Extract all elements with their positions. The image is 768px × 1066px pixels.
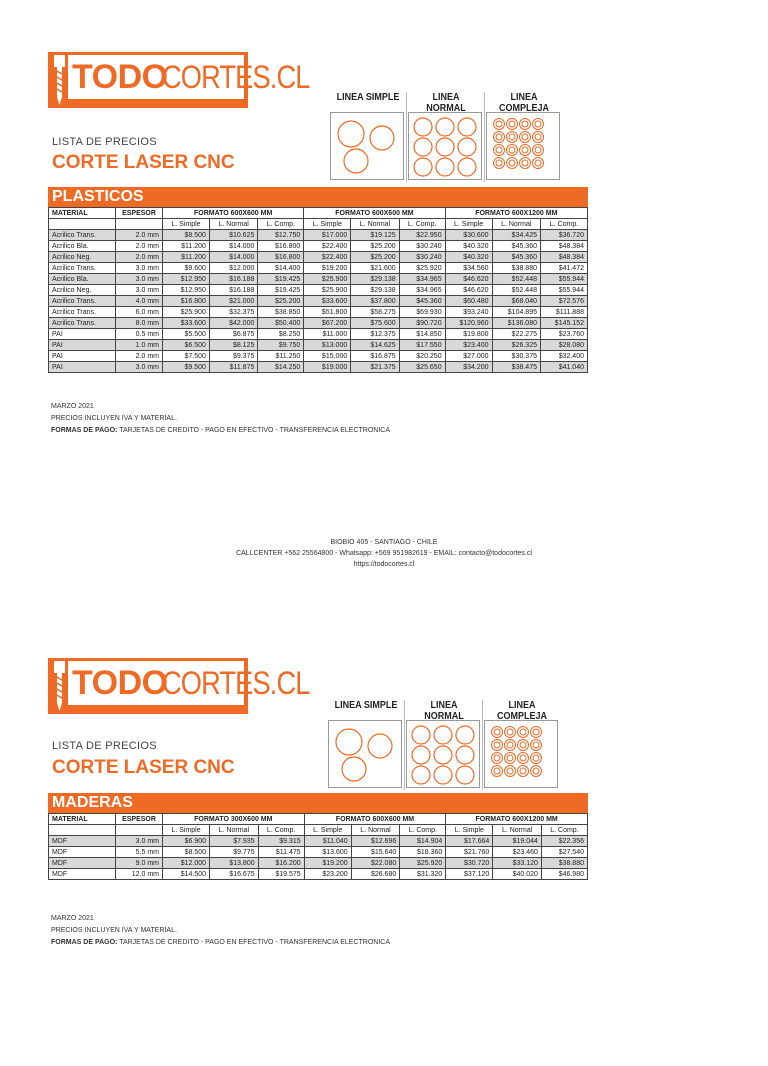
thickness-cell: 6.0 mm <box>116 307 163 318</box>
price-cell: $11.200 <box>163 241 210 252</box>
price-cell: $9.600 <box>163 263 210 274</box>
page-title: CORTE LASER CNC <box>52 757 235 778</box>
material-cell: Acrilico Trans. <box>49 307 116 318</box>
table-row <box>49 285 588 296</box>
price-cell: $5.500 <box>163 329 210 340</box>
material-cell: PAI <box>49 340 116 351</box>
line-samples <box>330 92 562 182</box>
price-cell: $19.575 <box>258 869 304 880</box>
material-cell: PAI <box>49 362 116 373</box>
thickness-cell: 2.0 mm <box>116 241 163 252</box>
material-cell: MDF <box>49 847 116 858</box>
table-row <box>49 274 588 285</box>
price-cell: $46.620 <box>445 285 492 296</box>
notes-date: MARZO 2021 <box>51 915 94 922</box>
table-row <box>49 362 588 373</box>
price-cell: $16.800 <box>258 252 304 263</box>
thickness-cell: 0.5 mm <box>116 329 163 340</box>
price-cell: $17.550 <box>399 340 445 351</box>
sample-normal-label: LINEA NORMAL <box>426 92 466 114</box>
col-espesor: ESPESOR <box>116 814 163 825</box>
col-material: MATERIAL <box>49 208 116 219</box>
thickness-cell: 3.0 mm <box>116 362 163 373</box>
price-cell: $38.850 <box>258 307 304 318</box>
subheader-cell: L. Comp. <box>258 825 304 836</box>
table-row <box>49 252 588 263</box>
material-cell: Acrilico Bla. <box>49 241 116 252</box>
complex-circles-image <box>484 720 558 788</box>
price-cell: $23.400 <box>445 340 492 351</box>
price-cell: $8.125 <box>209 340 257 351</box>
subheader-cell: L. Simple <box>163 825 210 836</box>
payment-label: FORMAS DE PAGO: <box>51 427 118 434</box>
material-cell: Acrilico Trans. <box>49 318 116 329</box>
price-cell: $52.448 <box>492 274 540 285</box>
thickness-cell: 5.5 mm <box>116 847 163 858</box>
price-cell: $30.240 <box>399 241 445 252</box>
price-cell: $12.000 <box>163 858 210 869</box>
table-row <box>49 296 588 307</box>
price-cell: $19.000 <box>304 362 351 373</box>
thickness-cell: 1.0 mm <box>116 340 163 351</box>
price-cell: $67.200 <box>304 318 351 329</box>
price-cell: $15.000 <box>304 351 351 362</box>
sample-normal <box>406 700 482 790</box>
price-cell: $38.880 <box>541 858 587 869</box>
thickness-cell: 4.0 mm <box>116 296 163 307</box>
table-row <box>49 329 588 340</box>
price-cell: $38.475 <box>492 362 540 373</box>
price-cell: $25.200 <box>351 252 399 263</box>
table-row <box>49 241 588 252</box>
price-cell: $52.448 <box>492 285 540 296</box>
plasticos-price-table <box>48 207 588 373</box>
payment-methods: TARJETAS DE CREDITO - PAGO EN EFECTIVO - TRANSFERENCIA ELECTRONICA <box>117 427 391 434</box>
subheader-cell: L. Simple <box>445 219 492 230</box>
sample-compleja-label: LINEA COMPLEJA <box>498 92 550 114</box>
material-cell: Acrilico Trans. <box>49 263 116 274</box>
price-cell: $16.800 <box>258 241 304 252</box>
material-cell: Acrilico Bla. <box>49 274 116 285</box>
price-cell: $8.500 <box>163 230 210 241</box>
price-cell: $19.200 <box>304 858 351 869</box>
thickness-cell: 3.0 mm <box>116 285 163 296</box>
price-cell: $19.044 <box>493 836 542 847</box>
price-cell: $45.360 <box>492 241 540 252</box>
thickness-cell: 12.0 mm <box>116 869 163 880</box>
price-cell: $8.250 <box>258 329 304 340</box>
price-cell: $34.560 <box>445 263 492 274</box>
price-cell: $45.360 <box>399 296 445 307</box>
price-cell: $93.240 <box>445 307 492 318</box>
price-cell: $28.080 <box>540 340 587 351</box>
col-format-2: FORMATO 600X600 MM <box>304 814 446 825</box>
price-cell: $7.500 <box>163 351 210 362</box>
price-cell: $10.625 <box>209 230 257 241</box>
table-row <box>49 307 588 318</box>
price-cell: $21.760 <box>446 847 493 858</box>
price-cell: $14.250 <box>258 362 304 373</box>
table-row <box>49 263 588 274</box>
contact-phones: CALLCENTER +562 25564800 - Whatsapp: +569 951982619 - EMAIL: contacto@todocortes.cl <box>236 550 532 557</box>
price-cell: $16.675 <box>210 869 259 880</box>
price-cell: $34.425 <box>492 230 540 241</box>
plasticos-sheet <box>0 0 768 460</box>
price-cell: $30.375 <box>492 351 540 362</box>
price-cell: $17.000 <box>304 230 351 241</box>
price-cell: $6.875 <box>209 329 257 340</box>
price-cell: $22.400 <box>304 252 351 263</box>
price-cell: $25.900 <box>163 307 210 318</box>
price-cell: $12.375 <box>351 329 399 340</box>
price-cell: $12.696 <box>351 836 400 847</box>
line-samples <box>328 700 560 790</box>
material-cell: Acrilico Trans. <box>49 296 116 307</box>
price-cell: $11.475 <box>258 847 304 858</box>
price-cell: $11.200 <box>163 252 210 263</box>
price-cell: $48.384 <box>540 241 587 252</box>
price-cell: $12.000 <box>209 263 257 274</box>
price-cell: $34.965 <box>399 285 445 296</box>
price-cell: $40.020 <box>493 869 542 880</box>
price-cell: $9.500 <box>163 362 210 373</box>
price-cell: $27.000 <box>445 351 492 362</box>
material-cell: MDF <box>49 836 116 847</box>
price-cell: $27.540 <box>541 847 587 858</box>
sample-simple-label: LINEA SIMPLE <box>336 92 400 103</box>
price-cell: $29.138 <box>351 285 399 296</box>
simple-circles-image <box>328 720 402 788</box>
logo-cortes-text: CORTES.CL <box>162 665 310 701</box>
price-cell: $22.275 <box>492 329 540 340</box>
price-cell: $38.880 <box>492 263 540 274</box>
sample-compleja-label: LINEA COMPLEJA <box>496 700 548 722</box>
col-format-1: FORMATO 600X600 MM <box>163 208 304 219</box>
price-cell: $32.375 <box>209 307 257 318</box>
col-format-3: FORMATO 600X1200 MM <box>445 208 587 219</box>
subheader-cell: L. Simple <box>446 825 493 836</box>
subheader-cell: L. Simple <box>304 825 351 836</box>
price-cell: $34.200 <box>445 362 492 373</box>
page-title: CORTE LASER CNC <box>52 152 235 173</box>
price-cell: $46.620 <box>445 274 492 285</box>
price-cell: $136.080 <box>492 318 540 329</box>
price-cell: $19.800 <box>445 329 492 340</box>
price-cell: $51.800 <box>304 307 351 318</box>
price-cell: $25.920 <box>400 858 446 869</box>
price-cell: $26.680 <box>351 869 400 880</box>
price-cell: $19.425 <box>258 274 304 285</box>
logo-cortes-text: CORTES.CL <box>162 59 310 95</box>
price-cell: $75.600 <box>351 318 399 329</box>
table-row <box>49 230 588 241</box>
laser-drill-icon <box>52 661 67 711</box>
price-cell: $16.188 <box>209 274 257 285</box>
material-cell: Acrilico Trans. <box>49 230 116 241</box>
material-cell: Acrilico Neg. <box>49 285 116 296</box>
sample-compleja <box>486 92 562 182</box>
subheader-cell: L. Comp. <box>540 219 587 230</box>
price-cell: $22.400 <box>304 241 351 252</box>
subheader-cell: L. Comp. <box>399 219 445 230</box>
complex-circles-image <box>486 112 560 180</box>
col-material: MATERIAL <box>49 814 116 825</box>
sample-simple <box>328 700 404 790</box>
price-cell: $9.775 <box>210 847 259 858</box>
price-cell: $18.360 <box>400 847 446 858</box>
price-cell: $11.000 <box>304 329 351 340</box>
price-cell: $25.920 <box>399 263 445 274</box>
contact-block <box>0 537 768 570</box>
price-cell: $33.120 <box>493 858 542 869</box>
material-cell: MDF <box>49 869 116 880</box>
material-cell: MDF <box>49 858 116 869</box>
material-cell: PAI <box>49 351 116 362</box>
price-cell: $14.904 <box>400 836 446 847</box>
section-header-plasticos: PLASTICOS <box>48 187 588 207</box>
price-cell: $21.600 <box>351 263 399 274</box>
subheader-cell: L. Normal <box>210 825 259 836</box>
price-cell: $25.900 <box>304 274 351 285</box>
price-cell: $50.400 <box>258 318 304 329</box>
table-row <box>49 869 588 880</box>
price-cell: $13.800 <box>210 858 259 869</box>
price-cell: $111.888 <box>540 307 587 318</box>
price-cell: $19.200 <box>304 263 351 274</box>
price-cell: $25.200 <box>351 241 399 252</box>
table-row <box>49 351 588 362</box>
contact-address: BIOBIO 405 - SANTIAGO - CHILE <box>330 539 438 546</box>
price-cell: $33.600 <box>304 296 351 307</box>
payment-label: FORMAS DE PAGO: <box>51 939 118 946</box>
price-cell: $13.000 <box>304 340 351 351</box>
price-cell: $41.040 <box>540 362 587 373</box>
price-cell: $14.625 <box>351 340 399 351</box>
contact-web-link[interactable]: https://todocortes.cl <box>353 561 415 568</box>
normal-circles-image <box>406 720 480 788</box>
subheader-cell: L. Simple <box>163 219 210 230</box>
maderas-notes <box>51 913 390 949</box>
price-cell: $14.850 <box>399 329 445 340</box>
price-cell: $22.356 <box>541 836 587 847</box>
price-cell: $9.750 <box>258 340 304 351</box>
price-cell: $69.930 <box>399 307 445 318</box>
price-cell: $72.576 <box>540 296 587 307</box>
thickness-cell: 3.0 mm <box>116 274 163 285</box>
thickness-cell: 2.0 mm <box>116 230 163 241</box>
price-cell: $11.875 <box>209 362 257 373</box>
price-cell: $15.640 <box>351 847 400 858</box>
price-cell: $26.325 <box>492 340 540 351</box>
plasticos-notes <box>51 401 390 437</box>
price-cell: $36.720 <box>540 230 587 241</box>
price-cell: $45.360 <box>492 252 540 263</box>
price-cell: $46.980 <box>541 869 587 880</box>
price-cell: $16.188 <box>209 285 257 296</box>
price-cell: $16.800 <box>163 296 210 307</box>
thickness-cell: 9.0 mm <box>116 858 163 869</box>
subheader-cell: L. Comp. <box>400 825 446 836</box>
price-cell: $25.200 <box>258 296 304 307</box>
price-cell: $33.600 <box>163 318 210 329</box>
price-cell: $16.875 <box>351 351 399 362</box>
logo-todo-text: TODO <box>72 664 168 702</box>
subheader-cell: L. Normal <box>493 825 542 836</box>
thickness-cell: 8.0 mm <box>116 318 163 329</box>
price-cell: $90.720 <box>399 318 445 329</box>
price-cell: $19.425 <box>258 285 304 296</box>
table-row <box>49 340 588 351</box>
brand-logo <box>48 658 310 714</box>
price-cell: $8.500 <box>163 847 210 858</box>
col-format-3: FORMATO 600X1200 MM <box>446 814 588 825</box>
price-cell: $22.950 <box>399 230 445 241</box>
laser-drill-icon <box>52 55 67 105</box>
price-cell: $14.000 <box>209 241 257 252</box>
thickness-cell: 2.0 mm <box>116 252 163 263</box>
subheader-cell: L. Normal <box>492 219 540 230</box>
material-cell: PAI <box>49 329 116 340</box>
price-cell: $22.080 <box>351 858 400 869</box>
price-cell: $37.120 <box>446 869 493 880</box>
col-format-1: FORMATO 300X600 MM <box>163 814 305 825</box>
subheader-row <box>49 219 588 230</box>
section-header-maderas: MADERAS <box>48 793 588 813</box>
price-cell: $104.895 <box>492 307 540 318</box>
price-list-label: LISTA DE PRECIOS <box>52 740 157 752</box>
brand-logo <box>48 52 310 108</box>
price-cell: $37.800 <box>351 296 399 307</box>
thickness-cell: 3.0 mm <box>116 836 163 847</box>
table-row <box>49 836 588 847</box>
price-cell: $25.650 <box>399 362 445 373</box>
material-cell: Acrilico Neg. <box>49 252 116 263</box>
logo-todo-text: TODO <box>72 58 168 96</box>
price-cell: $32.400 <box>540 351 587 362</box>
price-cell: $7.935 <box>210 836 259 847</box>
subheader-cell: L. Simple <box>304 219 351 230</box>
price-cell: $9.375 <box>209 351 257 362</box>
price-cell: $34.965 <box>399 274 445 285</box>
subheader-cell: L. Comp. <box>541 825 587 836</box>
maderas-price-table <box>48 813 588 880</box>
sample-simple-label: LINEA SIMPLE <box>334 700 398 711</box>
sample-compleja <box>484 700 560 790</box>
maderas-sheet <box>0 606 768 1066</box>
simple-circles-image <box>330 112 404 180</box>
price-cell: $6.900 <box>163 836 210 847</box>
subheader-cell: L. Normal <box>351 219 399 230</box>
table-row <box>49 318 588 329</box>
notes-includes: PRECIOS INCLUYEN IVA Y MATERIAL. <box>51 415 177 422</box>
normal-circles-image <box>408 112 482 180</box>
subheader-row <box>49 825 588 836</box>
price-cell: $12.950 <box>163 285 210 296</box>
sample-normal <box>408 92 484 182</box>
price-cell: $60.480 <box>445 296 492 307</box>
subheader-cell: L. Normal <box>209 219 257 230</box>
thickness-cell: 3.0 mm <box>116 263 163 274</box>
price-cell: $58.275 <box>351 307 399 318</box>
subheader-cell: L. Normal <box>351 825 400 836</box>
sample-simple <box>330 92 406 182</box>
price-cell: $25.900 <box>304 285 351 296</box>
payment-methods: TARJETAS DE CREDITO - PAGO EN EFECTIVO - TRANSFERENCIA ELECTRONICA <box>117 939 391 946</box>
subheader-cell: L. Comp. <box>258 219 304 230</box>
table-row <box>49 847 588 858</box>
price-cell: $40.320 <box>445 241 492 252</box>
col-format-2: FORMATO 600X600 MM <box>304 208 445 219</box>
notes-payment <box>51 937 390 949</box>
price-cell: $30.720 <box>446 858 493 869</box>
price-cell: $16.200 <box>258 858 304 869</box>
price-cell: $12.950 <box>163 274 210 285</box>
price-cell: $145.152 <box>540 318 587 329</box>
price-cell: $23.460 <box>493 847 542 858</box>
price-cell: $48.384 <box>540 252 587 263</box>
price-cell: $11.250 <box>258 351 304 362</box>
price-cell: $6.500 <box>163 340 210 351</box>
price-cell: $21.375 <box>351 362 399 373</box>
price-cell: $23.200 <box>304 869 351 880</box>
price-cell: $19.125 <box>351 230 399 241</box>
col-espesor: ESPESOR <box>116 208 163 219</box>
price-cell: $30.240 <box>399 252 445 263</box>
price-cell: $31.320 <box>400 869 446 880</box>
price-cell: $14.000 <box>209 252 257 263</box>
price-cell: $23.760 <box>540 329 587 340</box>
price-cell: $42.000 <box>209 318 257 329</box>
price-cell: $14.400 <box>258 263 304 274</box>
table-row <box>49 858 588 869</box>
price-cell: $29.138 <box>351 274 399 285</box>
price-cell: $21.000 <box>209 296 257 307</box>
thickness-cell: 2.0 mm <box>116 351 163 362</box>
notes-date: MARZO 2021 <box>51 403 94 410</box>
price-cell: $12.750 <box>258 230 304 241</box>
notes-includes: PRECIOS INCLUYEN IVA Y MATERIAL. <box>51 927 177 934</box>
price-cell: $30.600 <box>445 230 492 241</box>
price-cell: $13.600 <box>304 847 351 858</box>
price-cell: $20.250 <box>399 351 445 362</box>
price-cell: $9.315 <box>258 836 304 847</box>
price-cell: $11.040 <box>304 836 351 847</box>
price-cell: $17.664 <box>446 836 493 847</box>
price-cell: $68.040 <box>492 296 540 307</box>
price-cell: $55.944 <box>540 285 587 296</box>
price-cell: $41.472 <box>540 263 587 274</box>
price-list-label: LISTA DE PRECIOS <box>52 136 157 148</box>
price-cell: $55.944 <box>540 274 587 285</box>
sample-normal-label: LINEA NORMAL <box>424 700 464 722</box>
price-cell: $14.500 <box>163 869 210 880</box>
notes-payment <box>51 425 390 437</box>
price-cell: $120.960 <box>445 318 492 329</box>
price-cell: $40.320 <box>445 252 492 263</box>
